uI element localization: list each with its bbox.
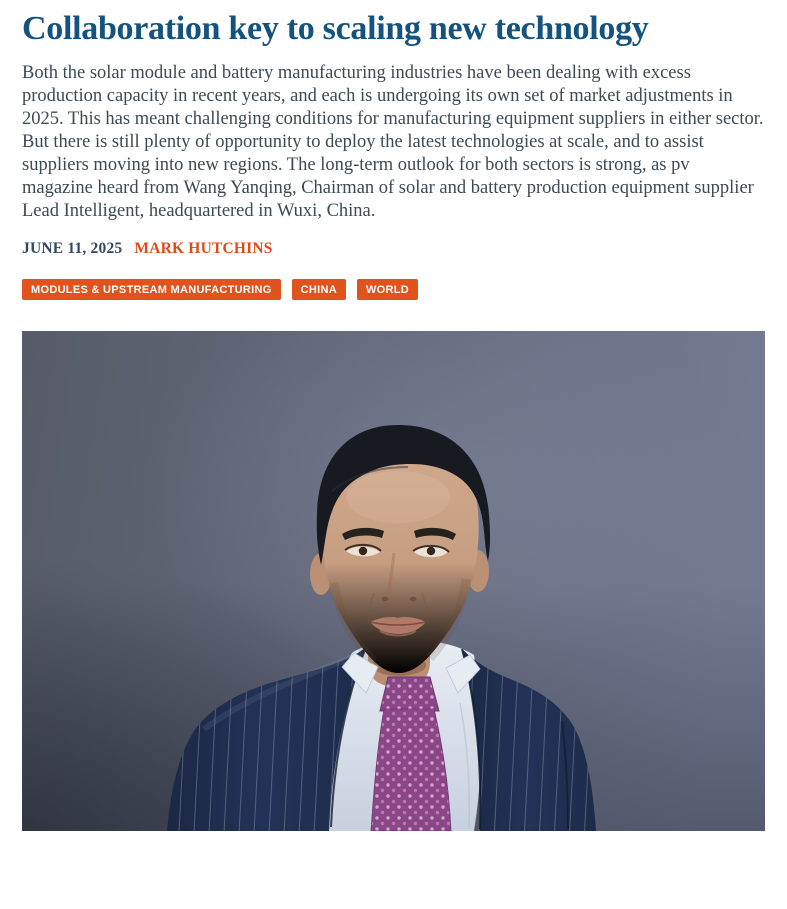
- tag-modules-upstream-manufacturing[interactable]: MODULES & UPSTREAM MANUFACTURING: [22, 279, 281, 300]
- tag-world[interactable]: WORLD: [357, 279, 418, 300]
- author-link[interactable]: MARK HUTCHINS: [134, 240, 273, 257]
- article-title: Collaboration key to scaling new technology: [22, 10, 649, 47]
- article-lede: Both the solar module and battery manufacturing industries have been dealing with excess production capacity in recent years, and each is undergoing its own set of market adjustments in 2025. This has meant challenging conditions for manufacturing equipment suppliers in either sector. But there is still plenty of opportunity to deploy the latest technologies at scale, and to assist suppliers moving into new regions. The long-term outlook for both sectors is strong, as pv magazine heard from Wang Yanqing, Chairman of solar and battery production equipment supplier Lead Intelligent, headquartered in Wuxi, China.: [22, 63, 764, 221]
- hero-image: [22, 331, 765, 831]
- publish-date: JUNE 11, 2025: [22, 240, 123, 257]
- tag-list: [22, 279, 765, 300]
- portrait-photo: [22, 331, 765, 831]
- tag-china[interactable]: CHINA: [292, 279, 346, 300]
- article-meta: [22, 240, 765, 258]
- article-page: [0, 9, 787, 831]
